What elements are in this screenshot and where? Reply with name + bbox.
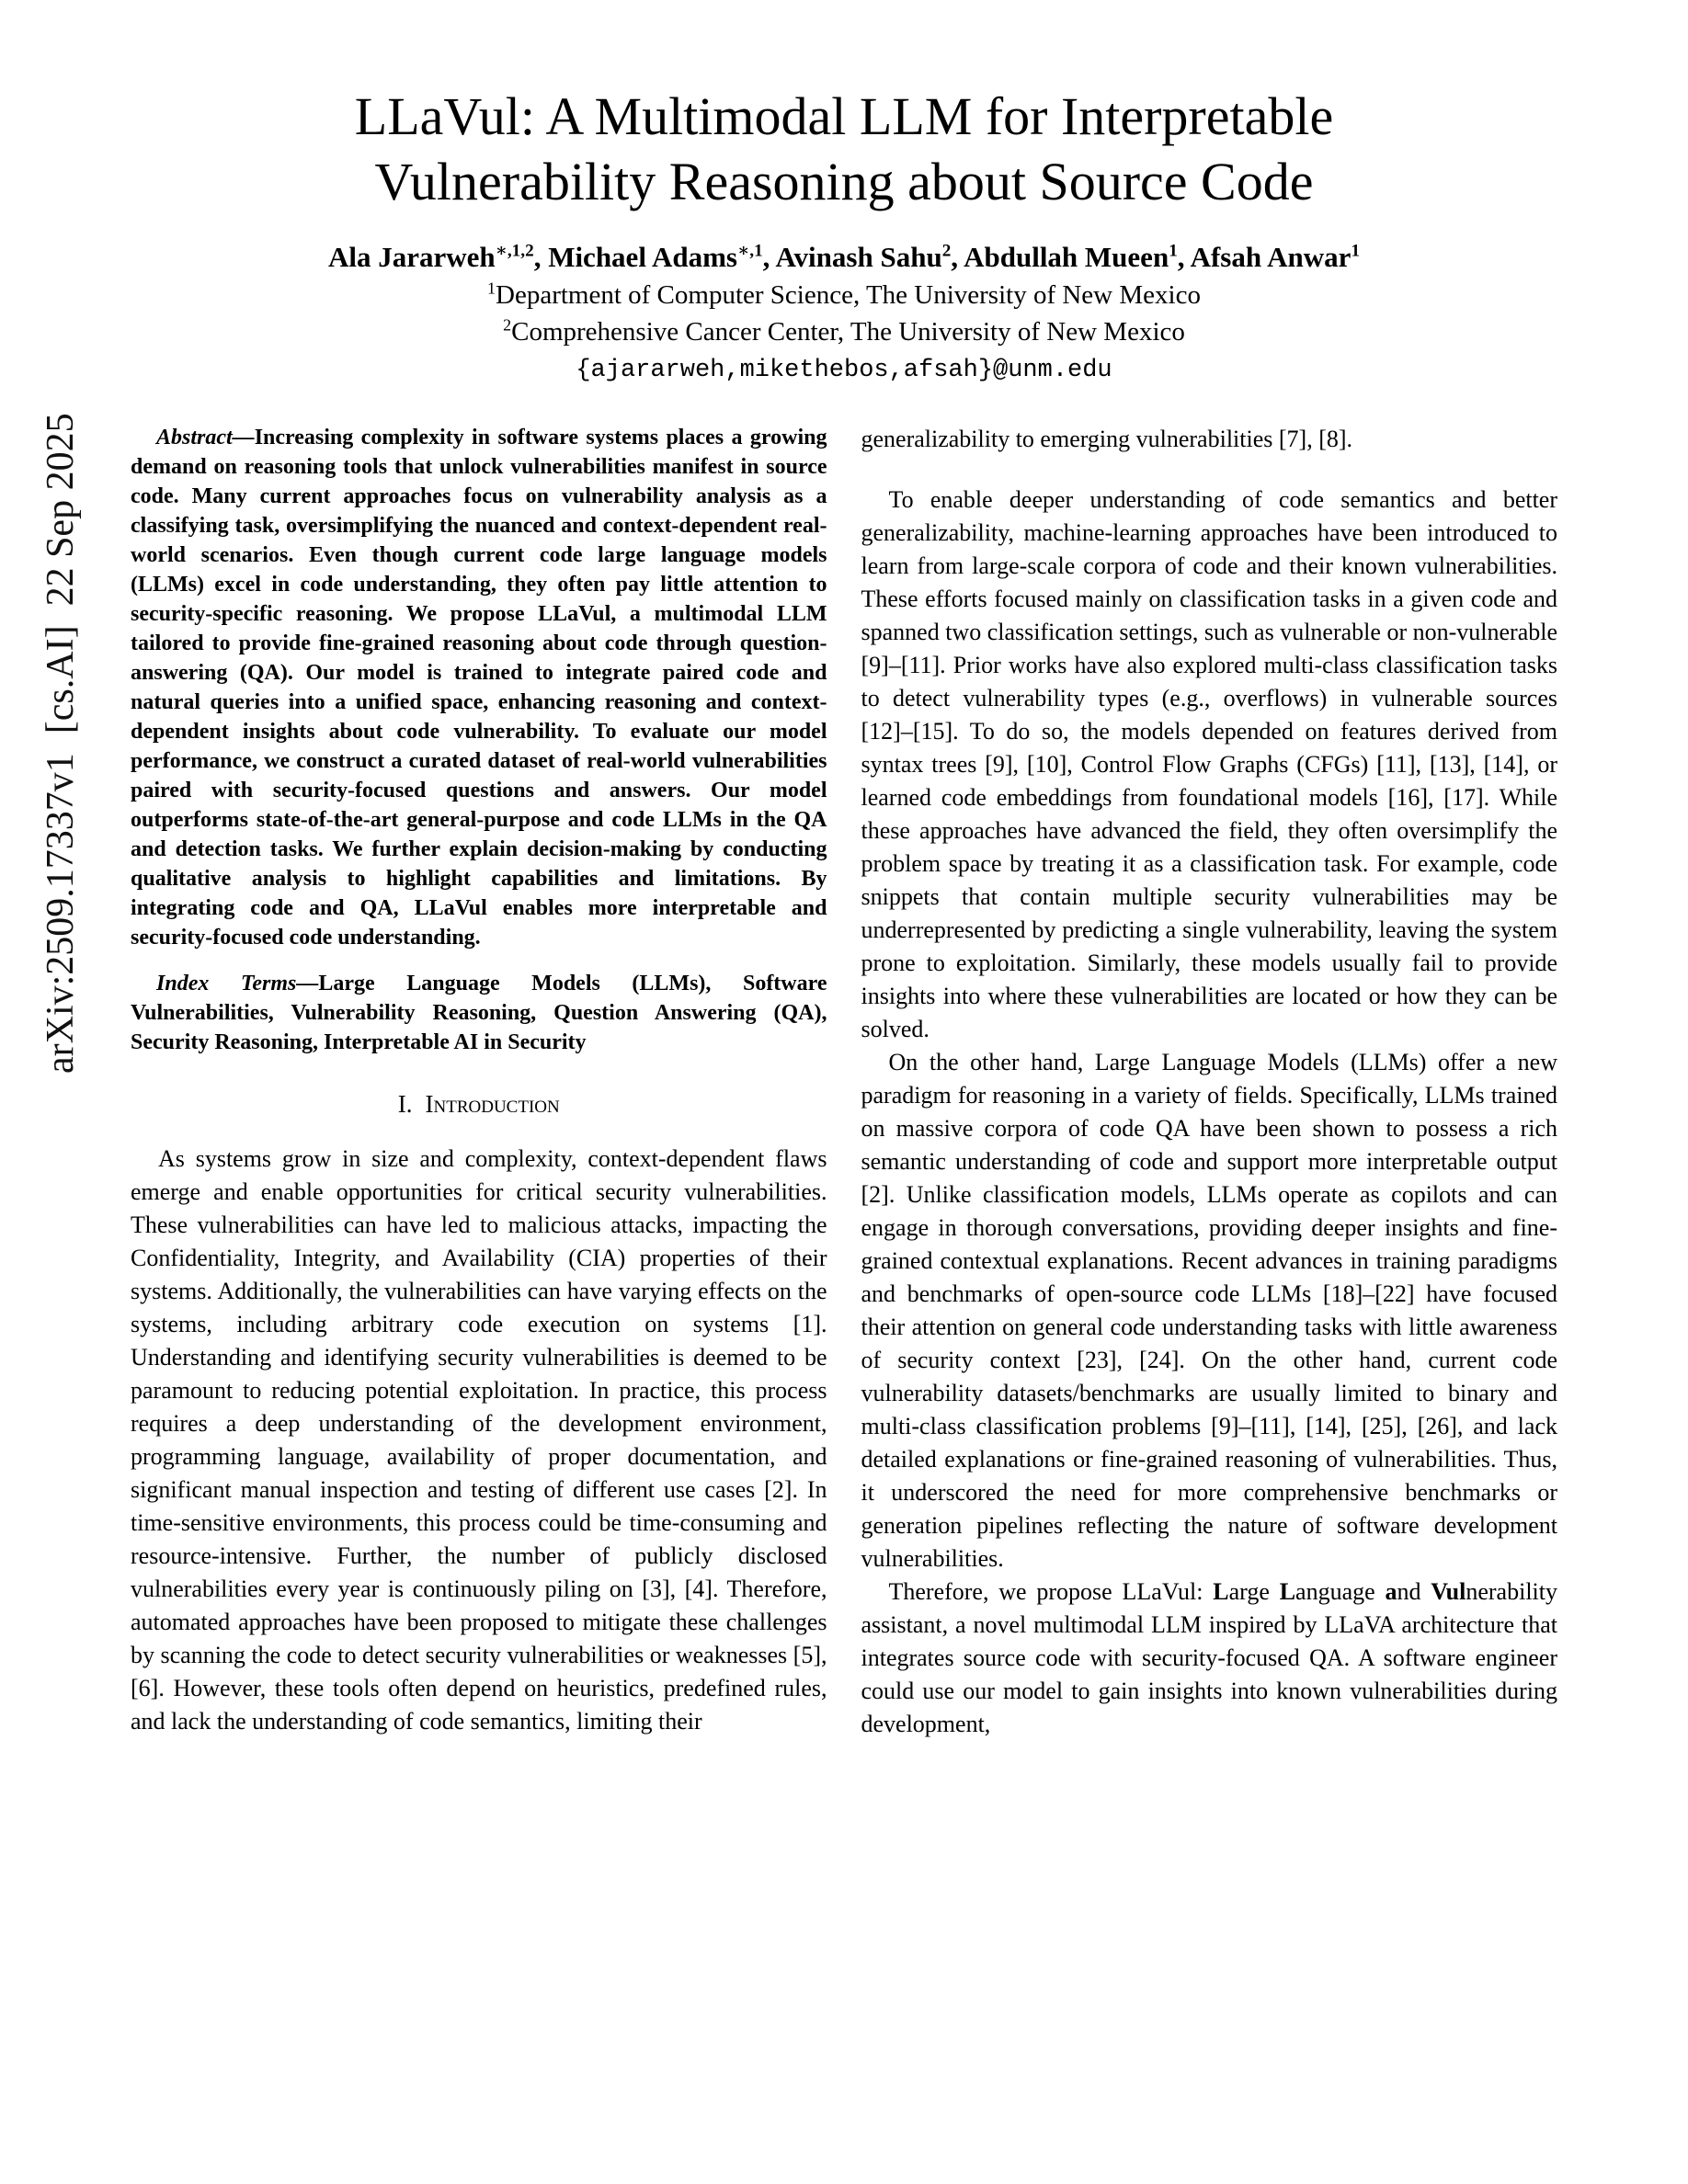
- two-column-body: [131, 423, 1557, 1741]
- paper-header: [0, 0, 1688, 384]
- right-column: [861, 423, 1558, 1741]
- intro-paragraph-1: As systems grow in size and complexity, context-dependent flaws emerge and enable opportunities for critical security vulnerabilities. These vulnerabilities can have led to malicious attacks, impacting the Confidentiality, Integrity, and Availability (CIA) properties of their systems. Additionally, the vulnerabilities can have varying effects on the systems, including arbitrary code execution on systems [1]. Understanding and identifying security vulnerabilities is deemed to be paramount to reducing potential exploitation. In practice, this process requires a deep understanding of the development environment, programming language, availability of proper documentation, and significant manual inspection and testing of different use cases [2]. In time-sensitive environments, this process could be time-consuming and resource-intensive. Further, the number of publicly disclosed vulnerabilities every year is continuously piling on [3], [4]. Therefore, automated approaches have been proposed to mitigate these challenges by scanning the code to detect security vulnerabilities or weaknesses [5], [6]. However, these tools often depend on heuristics, predefined rules, and lack the understanding of code semantics, limiting their: [131, 1144, 827, 1735]
- index-terms-label: Index Terms—: [156, 971, 319, 995]
- index-terms-paragraph: [131, 969, 827, 1057]
- paper-title: [0, 85, 1688, 215]
- index-terms-text: Large Language Models (LLMs), Software Vulnerabilities, Vulnerability Reasoning, Question Answering (QA), Security Reasoning, Interpretable AI in Security: [131, 971, 827, 1054]
- left-column: [131, 423, 827, 1741]
- abstract-label: Abstract—: [156, 425, 255, 449]
- section-title: Introduction: [425, 1089, 560, 1118]
- continuation-paragraph-3: On the other hand, Large Language Models (LLMs) offer a new paradigm for reasoning in a variety of fields. Specifically, LLMs trained on massive corpora of code QA have been shown to possess a rich semantic understanding of code and support more interpretable output [2]. Unlike classification models, LLMs operate as copilots and can engage in thorough conversations, providing deeper insights and fine-grained contextual explanations. Recent advances in training paradigms and benchmarks of open-source code LLMs [18]–[22] have focused their attention on general code understanding tasks with little awareness of security context [23], [24]. On the other hand, current code vulnerability datasets/benchmarks are usually limited to binary and multi-class classification problems [9]–[11], [14], [25], [26], and lack detailed explanations or fine-grained reasoning of vulnerabilities. Thus, it underscored the need for more comprehensive benchmarks or generation pipelines reflecting the nature of software development vulnerabilities.: [861, 1048, 1557, 1572]
- paper-title-line-2: Vulnerability Reasoning about Source Code: [374, 151, 1314, 211]
- section-heading-introduction: [131, 1090, 827, 1119]
- affiliation-2: $^2$Comprehensive Cancer Center, The University of New Mexico: [503, 314, 1185, 347]
- proposal-paragraph: Therefore, we propose LLaVul: Large Language and Vulnerability assistant, a novel multimodal LLM inspired by LLaVA architecture that integrates source code with security-focused QA. A software engineer could use our model to gain insights into known vulnerabilities during development,: [861, 1577, 1557, 1737]
- continuation-paragraph-2: To enable deeper understanding of code semantics and better generalizability, machine-learning approaches have been introduced to learn from large-scale corpora of code and their known vulnerabilities. These efforts focused mainly on classification tasks in a given code and spanned two classification settings, such as vulnerable or non-vulnerable [9]–[11]. Prior works have also explored multi-class classification tasks to detect vulnerability types (e.g., overflows) in vulnerable sources [12]–[15]. To do so, the models depended on features derived from syntax trees [9], [10], Control Flow Graphs (CFGs) [11], [13], [14], or learned code embeddings from foundational models [16], [17]. While these approaches have advanced the field, they often oversimplify the problem space by treating it as a classification task. For example, code snippets that contain multiple security vulnerabilities may be underrepresented by predicting a single vulnerability, leaving the system prone to exploitation. Similarly, these models usually fail to provide insights into where these vulnerabilities are located or how they can be solved.: [861, 485, 1557, 1042]
- authors-line: Ala Jararweh$^{∗,1,2}$, Michael Adams$^{∗,1}$, Avinash Sahu$^2$, Abdullah Mueen$^1$, Afsah Anwar$^1$: [327, 240, 1361, 273]
- continuation-paragraph-1: generalizability to emerging vulnerabilities [7], [8].: [861, 425, 1353, 452]
- abstract-text: Increasing complexity in software systems places a growing demand on reasoning tools that unlock vulnerabilities manifest in source code. Many current approaches focus on vulnerability analysis as a classifying task, oversimplifying the nuanced and context-dependent real-world scenarios. Even though current code large language models (LLMs) excel in code understanding, they often pay little attention to security-specific reasoning. We propose LLaVul, a multimodal LLM tailored to provide fine-grained reasoning about code through question-answering (QA). Our model is trained to integrate paired code and natural queries into a unified space, enhancing reasoning and context-dependent insights about code vulnerability. To evaluate our model performance, we construct a curated dataset of real-world vulnerabilities paired with security-focused questions and answers. Our model outperforms state-of-the-art general-purpose and code LLMs in the QA and detection tasks. We further explain decision-making by conducting qualitative analysis to highlight capabilities and limitations. By integrating code and QA, LLaVul enables more interpretable and security-focused code understanding.: [131, 425, 827, 950]
- abstract-paragraph: [131, 423, 827, 952]
- affiliation-1: $^1$Department of Computer Science, The University of New Mexico: [487, 278, 1201, 310]
- section-number: I.: [397, 1089, 413, 1118]
- email-line: {ajararweh,mikethebos,afsah}@unm.edu: [576, 356, 1112, 384]
- paper-title-line-1: LLaVul: A Multimodal LLM for Interpretable: [354, 86, 1334, 146]
- arxiv-watermark: arXiv:2509.17337v1 [cs.AI] 22 Sep 2025: [40, 413, 82, 1074]
